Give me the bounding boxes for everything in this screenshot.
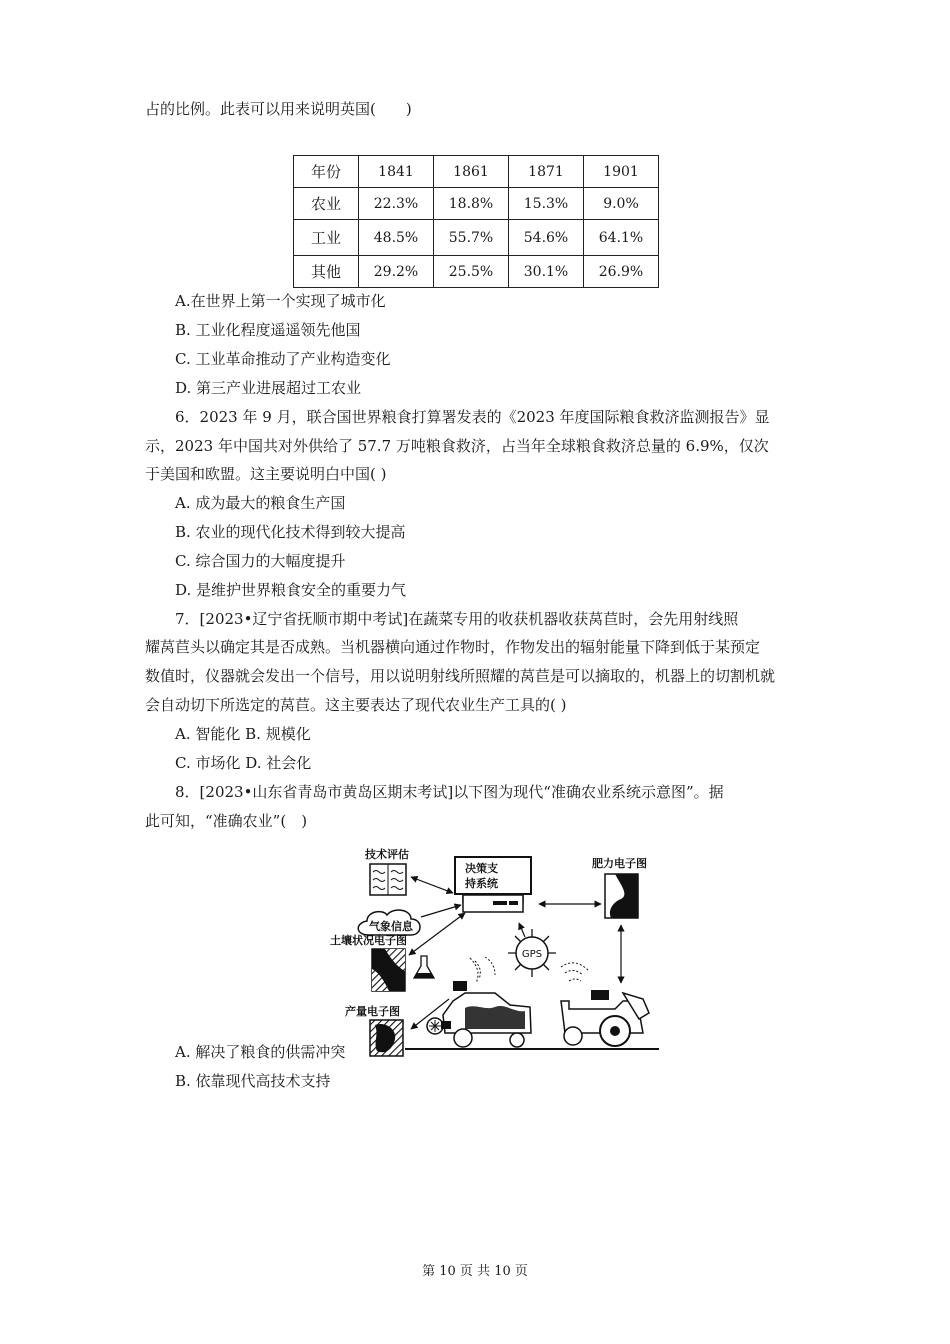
table-header-label: 年份 [294, 156, 359, 188]
tractor-icon [561, 990, 649, 1046]
tech-eval-label: 技术评估 [365, 848, 409, 861]
q7-options-ab: A. 智能化 B. 规模化 [175, 725, 311, 743]
gps-label: GPS [521, 949, 543, 960]
table-row-label: 其他 [294, 256, 359, 288]
table-row [294, 220, 659, 256]
footer-middle: 页 共 [459, 1264, 491, 1279]
table-cell: 15.3% [509, 188, 584, 220]
table-row [294, 188, 659, 220]
q8-stem-line: 8．[2023•山东省青岛市黄岛区期末考试]以下图为现代“准确农业系统示意图”。据 [175, 783, 724, 801]
table-cell: 26.9% [584, 256, 659, 288]
page-footer [0, 1260, 950, 1279]
table-year: 1871 [509, 156, 584, 188]
q8-option-b: B. 依靠现代高技术支持 [175, 1072, 331, 1090]
employment-table [293, 155, 659, 288]
q7-stem-line: 会自动切下所选定的莴苣。这主要表达了现代农业生产工具的( ) [145, 696, 567, 714]
table-cell: 25.5% [434, 256, 509, 288]
q6-option-d: D. 是维护世界粮食安全的重要力气 [175, 581, 407, 599]
combine-harvester-icon [427, 981, 531, 1047]
decision-system-label: 持系统 [465, 877, 498, 890]
weather-label: 气象信息 [369, 920, 413, 933]
fertilizer-map-label: 肥力电子图 [592, 857, 647, 870]
q7-options-cd: C. 市场化 D. 社会化 [175, 754, 312, 772]
book-icon [370, 864, 406, 895]
table-cell: 48.5% [359, 220, 434, 256]
table-row-label: 农业 [294, 188, 359, 220]
q8-stem-line: 此可知，“准确农业”( ) [145, 812, 308, 830]
footer-total-pages: 10 [494, 1264, 511, 1279]
table-cell: 64.1% [584, 220, 659, 256]
q6-stem-line: 6．2023 年 9 月，联合国世界粮食打算署发表的《2023 年度国际粮食救济监测报告》显 [175, 408, 770, 426]
q5-option-d: D. 第三产业进展超过工农业 [175, 379, 362, 397]
table-year: 1861 [434, 156, 509, 188]
decision-system-label: 决策支 [465, 862, 498, 875]
table-row-label: 工业 [294, 220, 359, 256]
q5-stem-continuation: 占的比例。此表可以用来说明英国( ) [145, 100, 412, 118]
table-year: 1841 [359, 156, 434, 188]
q8-option-a: A. 解决了粮食的供需冲突 [175, 1043, 346, 1061]
q7-stem-line: 7．[2023•辽宁省抚顺市期中考试]在蔬菜专用的收获机器收获莴苣时，会先用射线照 [175, 610, 739, 628]
table-cell: 54.6% [509, 220, 584, 256]
footer-page-number: 10 [439, 1264, 456, 1279]
q6-stem-line: 于美国和欧盟。这主要说明白中国( ) [145, 465, 387, 483]
table-year: 1901 [584, 156, 659, 188]
precision-agriculture-diagram [325, 843, 659, 1058]
soil-map-icon [372, 949, 405, 991]
q5-option-c: C. 工业革命推动了产业构造变化 [175, 350, 391, 368]
flask-icon [414, 956, 434, 978]
table-row [294, 256, 659, 288]
footer-suffix: 页 [514, 1264, 528, 1279]
q6-stem-line: 示，2023 年中国共对外供给了 57.7 万吨粮食救济，占当年全球粮食救济总量的 6.9%，仅次 [145, 437, 769, 455]
table-cell: 18.8% [434, 188, 509, 220]
table-cell: 22.3% [359, 188, 434, 220]
table-header-row [294, 156, 659, 188]
q5-option-b: B. 工业化程度遥遥领先他国 [175, 321, 361, 339]
footer-prefix: 第 [422, 1264, 436, 1279]
soil-map-label: 土壤状况电子图 [330, 934, 407, 947]
table-cell: 9.0% [584, 188, 659, 220]
q6-option-b: B. 农业的现代化技术得到较大提高 [175, 523, 406, 541]
fertilizer-map-icon [605, 874, 638, 918]
q7-stem-line: 耀莴苣头以确定其是否成熟。当机器横向通过作物时，作物发出的辐射能量下降到低于某预定 [145, 638, 761, 656]
yield-map-label: 产量电子图 [345, 1005, 400, 1018]
q6-option-a: A. 成为最大的粮食生产国 [175, 494, 346, 512]
q5-option-a: A.在世界上第一个实现了城市化 [175, 292, 386, 310]
table-cell: 55.7% [434, 220, 509, 256]
table-cell: 30.1% [509, 256, 584, 288]
q6-option-c: C. 综合国力的大幅度提升 [175, 552, 346, 570]
table-cell: 29.2% [359, 256, 434, 288]
q7-stem-line: 数值时，仪器就会发出一个信号，用以说明射线所照耀的莴苣是可以摘取的，机器上的切割机就 [145, 667, 776, 685]
